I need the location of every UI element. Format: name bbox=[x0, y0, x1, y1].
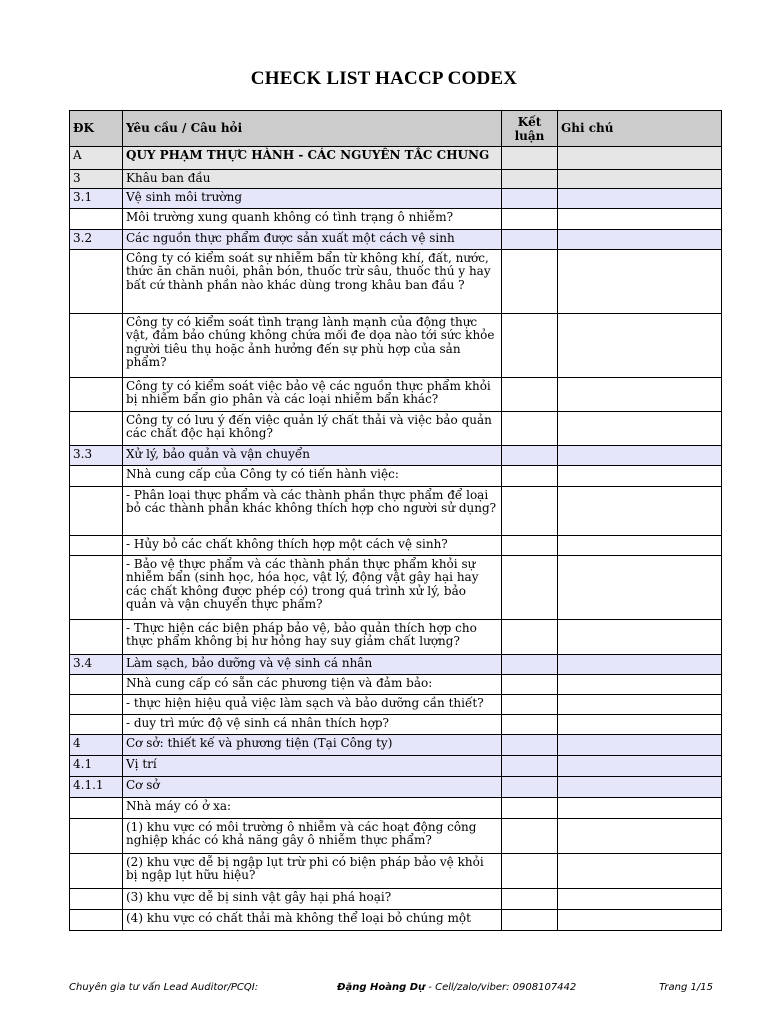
row-code bbox=[70, 888, 123, 909]
row-question: - duy trì mức độ vệ sinh cá nhân thích hợp? bbox=[123, 714, 502, 734]
row-note-cell bbox=[558, 208, 722, 229]
table-row bbox=[70, 465, 722, 486]
row-ketluan-cell bbox=[502, 888, 558, 909]
row-note-cell bbox=[558, 170, 722, 189]
row-code bbox=[70, 377, 123, 411]
row-question: Cơ sở bbox=[123, 776, 502, 797]
footer-consultant-label: Chuyên gia tư vấn Lead Auditor/PCQI: bbox=[69, 982, 259, 993]
row-note-cell bbox=[558, 776, 722, 797]
row-note-cell bbox=[558, 888, 722, 909]
row-code bbox=[70, 313, 123, 377]
row-question: Nhà cung cấp của Công ty có tiến hành việc: bbox=[123, 465, 502, 486]
table-row bbox=[70, 188, 722, 208]
row-note-cell bbox=[558, 377, 722, 411]
row-code: 4.1 bbox=[70, 755, 123, 776]
row-code: 4.1.1 bbox=[70, 776, 123, 797]
table-row bbox=[70, 797, 722, 818]
row-question: Công ty có kiểm soát sự nhiễm bẩn từ không khí, đất, nước, thức ăn chăn nuôi, phân bón, thuốc trừ sâu, thuốc thú y hay bất cứ thành phần nào khác dùng trong khâu ban đầu ? bbox=[123, 249, 502, 313]
row-ketluan-cell bbox=[502, 377, 558, 411]
row-note-cell bbox=[558, 734, 722, 755]
row-ketluan-cell bbox=[502, 853, 558, 888]
table-row bbox=[70, 818, 722, 853]
row-question: - Bảo vệ thực phẩm và các thành phần thực phẩm khỏi sự nhiễm bẩn (sinh học, hóa học, vật lý, động vật gây hại hay các chất không được phép có) trong quá trình xử lý, bảo quản và vận chuyển thực phẩm? bbox=[123, 555, 502, 619]
table-row bbox=[70, 535, 722, 555]
row-ketluan-cell bbox=[502, 694, 558, 714]
row-note-cell bbox=[558, 445, 722, 465]
header-dk: ĐK bbox=[70, 111, 123, 147]
row-question: Công ty có kiểm soát việc bảo vệ các nguồn thực phẩm khỏi bị nhiễm bẩn gio phân và các loại nhiễm bẩn khác? bbox=[123, 377, 502, 411]
row-note-cell bbox=[558, 909, 722, 930]
row-ketluan-cell bbox=[502, 486, 558, 535]
row-note-cell bbox=[558, 313, 722, 377]
table-row bbox=[70, 555, 722, 619]
row-question: Xử lý, bảo quản và vận chuyển bbox=[123, 445, 502, 465]
row-question: - Phân loại thực phẩm và các thành phần thực phẩm để loại bỏ các thành phần khác không thích hợp cho người sử dụng? bbox=[123, 486, 502, 535]
footer-page-number: Trang 1/15 bbox=[659, 982, 713, 993]
row-code bbox=[70, 619, 123, 654]
row-code: 4 bbox=[70, 734, 123, 755]
row-note-cell bbox=[558, 755, 722, 776]
row-code: 3.1 bbox=[70, 188, 123, 208]
row-code: 3.2 bbox=[70, 229, 123, 249]
row-ketluan-cell bbox=[502, 465, 558, 486]
row-note-cell bbox=[558, 229, 722, 249]
table-row bbox=[70, 147, 722, 170]
row-note-cell bbox=[558, 714, 722, 734]
row-ketluan-cell bbox=[502, 229, 558, 249]
table-row bbox=[70, 694, 722, 714]
table-row bbox=[70, 674, 722, 694]
table-row bbox=[70, 486, 722, 535]
row-note-cell bbox=[558, 188, 722, 208]
row-code: 3.3 bbox=[70, 445, 123, 465]
header-note: Ghi chú bbox=[558, 111, 722, 147]
row-question: Các nguồn thực phẩm được sản xuất một cách vệ sinh bbox=[123, 229, 502, 249]
row-code bbox=[70, 486, 123, 535]
row-ketluan-cell bbox=[502, 674, 558, 694]
row-note-cell bbox=[558, 486, 722, 535]
row-note-cell bbox=[558, 619, 722, 654]
table-row bbox=[70, 755, 722, 776]
row-code bbox=[70, 249, 123, 313]
header-question: Yêu cầu / Câu hỏi bbox=[123, 111, 502, 147]
row-question: (1) khu vực có môi trường ô nhiễm và các hoạt động công nghiệp khác có khả năng gây ô nhiễm thực phẩm? bbox=[123, 818, 502, 853]
document-title: CHECK LIST HACCP CODEX bbox=[250, 68, 518, 89]
row-question: - Hủy bỏ các chất không thích hợp một cách vệ sinh? bbox=[123, 535, 502, 555]
footer-name: Đặng Hoàng Dự bbox=[337, 982, 426, 993]
row-question: Nhà cung cấp có sẵn các phương tiện và đảm bảo: bbox=[123, 674, 502, 694]
row-ketluan-cell bbox=[502, 734, 558, 755]
row-note-cell bbox=[558, 674, 722, 694]
row-code bbox=[70, 818, 123, 853]
row-question: (4) khu vực có chất thải mà không thể loại bỏ chúng một bbox=[123, 909, 502, 930]
row-code bbox=[70, 208, 123, 229]
footer-contact bbox=[337, 982, 576, 993]
row-note-cell bbox=[558, 853, 722, 888]
row-code bbox=[70, 465, 123, 486]
row-ketluan-cell bbox=[502, 208, 558, 229]
row-ketluan-cell bbox=[502, 909, 558, 930]
row-ketluan-cell bbox=[502, 313, 558, 377]
row-question: Khâu ban đầu bbox=[123, 170, 502, 189]
row-question: Vệ sinh môi trường bbox=[123, 188, 502, 208]
row-code: 3 bbox=[70, 170, 123, 189]
footer-phone: - Cell/zalo/viber: 0908107442 bbox=[425, 982, 577, 993]
row-question: Cơ sở: thiết kế và phương tiện (Tại Công ty) bbox=[123, 734, 502, 755]
row-code bbox=[70, 535, 123, 555]
row-code bbox=[70, 909, 123, 930]
row-code bbox=[70, 853, 123, 888]
row-ketluan-cell bbox=[502, 188, 558, 208]
row-question: Làm sạch, bảo dưỡng và vệ sinh cá nhân bbox=[123, 654, 502, 674]
header-ketluan-line2: luận bbox=[514, 128, 545, 143]
row-note-cell bbox=[558, 818, 722, 853]
table-row bbox=[70, 888, 722, 909]
row-question: Công ty có lưu ý đến việc quản lý chất thải và việc bảo quản các chất độc hại không? bbox=[123, 411, 502, 445]
row-note-cell bbox=[558, 465, 722, 486]
row-note-cell bbox=[558, 555, 722, 619]
row-ketluan-cell bbox=[502, 654, 558, 674]
row-note-cell bbox=[558, 411, 722, 445]
row-note-cell bbox=[558, 535, 722, 555]
row-code bbox=[70, 694, 123, 714]
row-note-cell bbox=[558, 249, 722, 313]
row-ketluan-cell bbox=[502, 170, 558, 189]
row-ketluan-cell bbox=[502, 619, 558, 654]
row-ketluan-cell bbox=[502, 411, 558, 445]
table-row bbox=[70, 313, 722, 377]
table-row bbox=[70, 654, 722, 674]
row-ketluan-cell bbox=[502, 555, 558, 619]
table-row bbox=[70, 249, 722, 313]
row-note-cell bbox=[558, 147, 722, 170]
header-ketluan bbox=[502, 111, 558, 147]
row-ketluan-cell bbox=[502, 147, 558, 170]
table-row bbox=[70, 411, 722, 445]
row-question: Vị trí bbox=[123, 755, 502, 776]
table-row bbox=[70, 714, 722, 734]
row-ketluan-cell bbox=[502, 535, 558, 555]
row-code: A bbox=[70, 147, 123, 170]
row-question: QUY PHẠM THỰC HÀNH - CÁC NGUYÊN TẮC CHUNG bbox=[123, 147, 502, 170]
table-row bbox=[70, 170, 722, 189]
haccp-checklist-table bbox=[69, 110, 722, 931]
row-ketluan-cell bbox=[502, 818, 558, 853]
row-ketluan-cell bbox=[502, 714, 558, 734]
table-row bbox=[70, 377, 722, 411]
row-ketluan-cell bbox=[502, 249, 558, 313]
row-question: (2) khu vực dễ bị ngập lụt trừ phi có biện pháp bảo vệ khỏi bị ngập lụt hữu hiệu? bbox=[123, 853, 502, 888]
row-code bbox=[70, 714, 123, 734]
row-note-cell bbox=[558, 654, 722, 674]
header-ketluan-line1: Kết bbox=[517, 114, 542, 129]
row-question: Nhà máy có ở xa: bbox=[123, 797, 502, 818]
row-question: - Thực hiện các biện pháp bảo vệ, bảo quản thích hợp cho thực phẩm không bị hư hỏng hay suy giảm chất lượng? bbox=[123, 619, 502, 654]
row-ketluan-cell bbox=[502, 776, 558, 797]
row-ketluan-cell bbox=[502, 755, 558, 776]
table-row bbox=[70, 776, 722, 797]
row-note-cell bbox=[558, 694, 722, 714]
table-row bbox=[70, 445, 722, 465]
table-row bbox=[70, 909, 722, 930]
row-question: (3) khu vực dễ bị sinh vật gây hại phá hoại? bbox=[123, 888, 502, 909]
row-code bbox=[70, 674, 123, 694]
row-code bbox=[70, 411, 123, 445]
row-question: - thực hiện hiệu quả việc làm sạch và bảo dưỡng cần thiết? bbox=[123, 694, 502, 714]
row-code bbox=[70, 555, 123, 619]
table-row bbox=[70, 208, 722, 229]
table-row bbox=[70, 229, 722, 249]
row-ketluan-cell bbox=[502, 797, 558, 818]
row-question: Môi trường xung quanh không có tình trạng ô nhiễm? bbox=[123, 208, 502, 229]
table-row bbox=[70, 853, 722, 888]
table-row bbox=[70, 734, 722, 755]
row-question: Công ty có kiểm soát tình trạng lành mạnh của động thực vật, đảm bảo chúng không chứa mối đe dọa nào tới sức khỏe người tiêu thụ hoặc ảnh hưởng đến sự phù hợp của sản phẩm? bbox=[123, 313, 502, 377]
row-ketluan-cell bbox=[502, 445, 558, 465]
page-footer bbox=[69, 982, 721, 996]
table-header-row bbox=[70, 111, 722, 147]
row-code: 3.4 bbox=[70, 654, 123, 674]
row-code bbox=[70, 797, 123, 818]
row-note-cell bbox=[558, 797, 722, 818]
table-row bbox=[70, 619, 722, 654]
